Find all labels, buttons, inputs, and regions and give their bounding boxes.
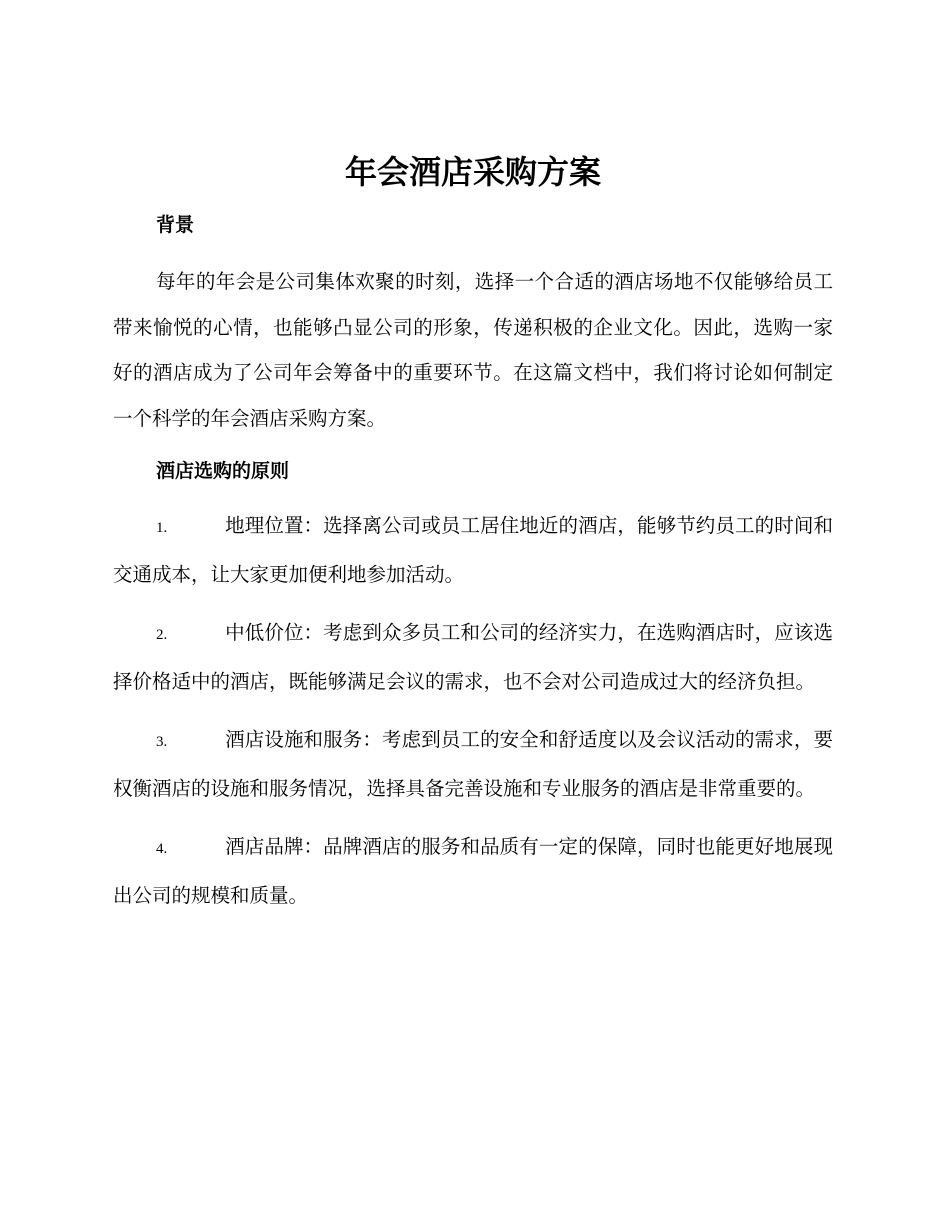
list-item-number: 3. (156, 734, 168, 750)
list-item-text: 中低价位：考虑到众多员工和公司的经济实力，在选购酒店时，应该选择价格适中的酒店，既能够满足会议的需求，也不会对公司造成过大的经济负担。 (113, 621, 833, 693)
list-item (113, 824, 833, 918)
list-item (113, 503, 833, 597)
document-title: 年会酒店采购方案 (344, 153, 601, 191)
list-item-number: 4. (156, 841, 168, 857)
list-item-number: 1. (156, 520, 168, 536)
background-paragraph: 每年的年会是公司集体欢聚的时刻，选择一个合适的酒店场地不仅能够给员工带来愉悦的心情，也能够凸显公司的形象，传递积极的企业文化。因此，选购一家好的酒店成为了公司年会筹备中的重要环节。在这篇文档中，我们将讨论如何制定一个科学的年会酒店采购方案。 (113, 270, 833, 430)
list-item-text: 酒店品牌：品牌酒店的服务和品质有一定的保障，同时也能更好地展现出公司的规模和质量。 (113, 835, 833, 907)
section-heading-principles: 酒店选购的原则 (156, 460, 290, 482)
list-item-text: 地理位置：选择离公司或员工居住地近的酒店，能够节约员工的时间和交通成本，让大家更加便利地参加活动。 (113, 514, 833, 586)
list-item-text: 酒店设施和服务：考虑到员工的安全和舒适度以及会议活动的需求，要权衡酒店的设施和服务情况，选择具备完善设施和专业服务的酒店是非常重要的。 (113, 728, 833, 800)
list-item (113, 717, 833, 811)
list-item-number: 2. (156, 627, 168, 643)
section-heading-background: 背景 (156, 214, 195, 236)
document-page (113, 148, 833, 918)
list-item (113, 610, 833, 704)
